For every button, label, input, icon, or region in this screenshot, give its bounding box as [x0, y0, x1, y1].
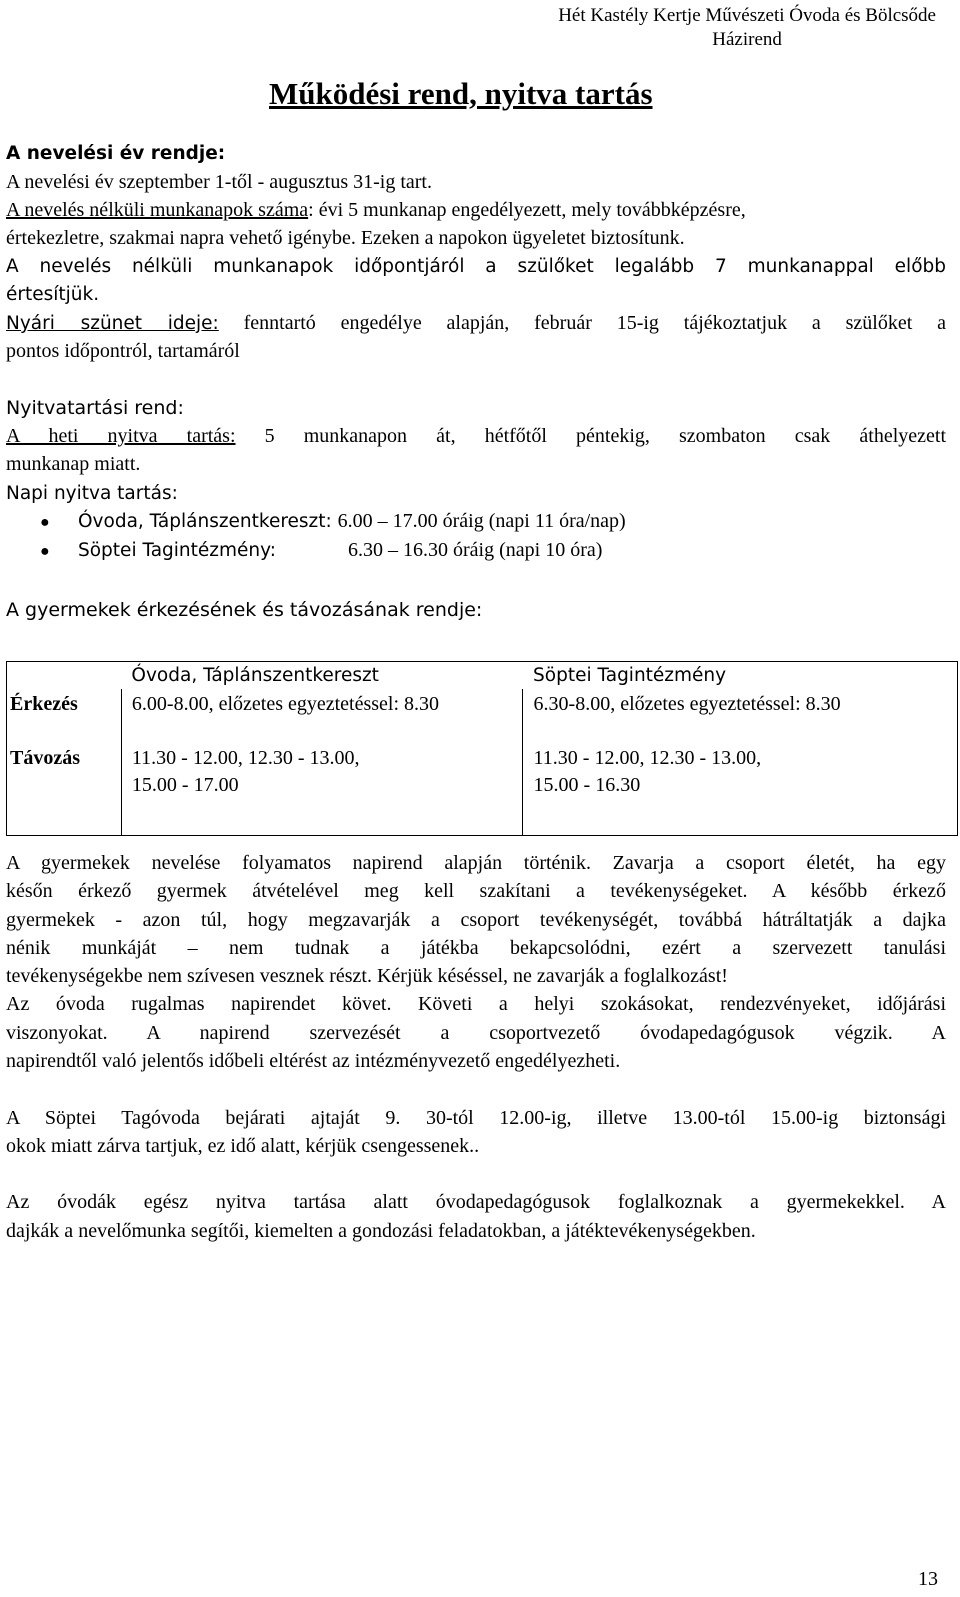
bullet-icon: ●: [40, 543, 50, 560]
table-row: [7, 745, 958, 836]
table-cell: 6.00-8.00, előzetes egyeztetéssel: 8.30: [121, 689, 522, 745]
text-line: A nevelés nélküli munkanapok időpontjáról a szülőket legalább 7 munkanappal előbb: [6, 256, 946, 277]
section-heading-nevelesi-ev: A nevelési év rendje:: [6, 143, 226, 164]
list-item: Óvoda, Táplánszentkereszt: 6.00 – 17.00 óráig (napi 11 óra/nap): [78, 510, 626, 532]
table-header-row: [7, 662, 958, 690]
text-line: dajkák a nevelőmunka segítői, kiemelten a gondozási feladatokban, a játéktevékenységekben.: [6, 1220, 756, 1242]
text-line: Az óvoda rugalmas napirendet követ. Követi a helyi szokásokat, rendezvényeket, időjárási: [6, 993, 946, 1015]
text-line: A nevelés nélküli munkanapok száma: évi 5 munkanap engedélyezett, mely továbbképzésre,: [6, 199, 746, 221]
text-line: okok miatt zárva tartjuk, ez idő alatt, kérjük csengessenek..: [6, 1135, 480, 1157]
running-header: [558, 4, 936, 52]
text-line: pontos időpontról, tartamáról: [6, 340, 240, 362]
arrival-departure-table: [6, 661, 958, 836]
header-institution: Hét Kastély Kertje Művészeti Óvoda és Bölcsőde: [558, 5, 936, 26]
text-line: Nyári szünet ideje: fenntartó engedélye alapján, február 15-ig tájékoztatjuk a szülőket a: [6, 312, 946, 334]
text-line: tevékenységekbe nem szívesen vesznek részt. Kérjük késéssel, ne zavarják a foglalkozást!: [6, 965, 728, 987]
list-item: Söptei Tagintézmény: 6.30 – 16.30 óráig (napi 10 óra): [78, 539, 603, 561]
text-line: Napi nyitva tartás:: [6, 483, 178, 504]
header-doc-title: Házirend: [712, 29, 782, 50]
text-line: Az óvodák egész nyitva tartása alatt óvodapedagógusok foglalkoznak a gyermekekkel. A: [6, 1191, 946, 1213]
table-cell: 6.30-8.00, előzetes egyeztetéssel: 8.30: [522, 689, 957, 745]
text-line: értekezletre, szakmai napra vehető igénybe. Ezeken a napokon ügyeletet biztosítunk.: [6, 227, 685, 249]
row-label-erkezes: Érkezés: [7, 689, 122, 745]
text-line: A heti nyitva tartás: 5 munkanapon át, hétfőtől péntekig, szombaton csak áthelyezett: [6, 425, 946, 447]
row-label-tavozas: Távozás: [7, 745, 122, 836]
text-line: A gyermekek nevelése folyamatos napirend alapján történik. Zavarja a csoport életét, ha egy: [6, 852, 946, 874]
text-line: A Söptei Tagóvoda bejárati ajtaját 9. 30-tól 12.00-ig, illetve 13.00-tól 15.00-ig biztonsági: [6, 1107, 946, 1129]
text-line: nénik munkáját – nem tudnak a játékba bekapcsolódni, ezért a szervezett tanulási: [6, 937, 946, 959]
column-header-soptei: Söptei Tagintézmény: [522, 662, 957, 690]
column-header-ovoda: Óvoda, Táplánszentkereszt: [121, 662, 522, 690]
text-line: későn érkező gyermek átvételével meg kell szakítani a tevékenységeket. A később érkező: [6, 880, 946, 902]
section-heading-nyitvatartas: Nyitvatartási rend:: [6, 397, 184, 419]
document-page: Hét Kastély Kertje Művészeti Óvoda és Bölcsőde Házirend Működési rend, nyitva tartás A nevelési év rendje: A nevelési év szeptember 1-től - augusztus 31-ig tart. A nevelés nélküli munkanapok száma: évi 5 munkanap engedélyezett, mely továbbképzésre, értekezletre, szakmai napra vehető igénybe. Ezeken a napokon ügyeletet biztosítunk. A nevelés nélküli munkanapok időpontjáról a szülőket legalább 7 munkanappal előbb értesítjük. Nyári szünet ideje: fenntartó engedélye alapján, február 15-ig tájékoztatjuk a szülőket a pontos időpontról, tartamáról Nyitvatartási rend: A heti nyitva tartás: 5 munkanapon át, hétfőtől péntekig, szombaton csak áthelyezett munkanap miatt. Napi nyitva tartás: ● Óvoda, Táplánszentkereszt: 6.00 – 17.00 óráig (napi 11 óra/nap) ● Söptei Tagintézmény: 6.30 – 16.30 óráig (napi 10 óra) A gyermekek érkezésének és távozásának rendje: Óvoda, Táplánszentkereszt Söptei Tagintézmény Érkezés 6.00-8.00, előzetes egyeztetéssel: 8.30 6.30-8.00, előzetes egyeztetéssel: 8.30 Távozás 11.30 - 12.00, 12.30 - 13.00, 15.00 - 17.00 11.30 - 12.00, 12.30 - 13.00, 15.00 - 16.30 A gyermekek nevelése folyamatos napirend alapján történik. Zavarja a csoport életét, ha egy későn érkező gyermek átvételével meg kell szakítani a tevékenységeket. A később érkező gyermekek - azon túl, hogy megzavarják a csoport tevékenységét, továbbá hátráltatják a dajka nénik munkáját – nem tudnak a játékba bekapcsolódni, ezért a szervezett tanulási tevékenységekbe nem szívesen vesznek részt. Kérjük késéssel, ne zavarják a foglalkozást! Az óvoda rugalmas napirendet követ. Követi a helyi szokásokat, rendezvényeket, időjárási viszonyokat. A napirend szervezését a csoportvezető óvodapedagógusok végzik. A napirendtől való jelentős időbeli eltérést az intézményvezető engedélyezheti. A Söptei Tagóvoda bejárati ajtaját 9. 30-tól 12.00-ig, illetve 13.00-tól 15.00-ig biztonsági okok miatt zárva tartjuk, ez idő alatt, kérjük csengessenek.. Az óvodák egész nyitva tartása alatt óvodapedagógusok foglalkoznak a gyermekekkel. A dajkák a nevelőmunka segítői, kiemelten a gondozási feladatokban, a játéktevékenységekben. 13: [0, 0, 960, 1597]
table-row: [7, 689, 958, 745]
text-line: értesítjük.: [6, 284, 100, 305]
bullet-icon: ●: [40, 514, 50, 531]
text-line: napirendtől való jelentős időbeli eltérést az intézményvezető engedélyezheti.: [6, 1050, 621, 1072]
text-line: A nevelési év szeptember 1-től - augusztus 31-ig tart.: [6, 171, 432, 193]
section-heading-erkezes-tavozas: A gyermekek érkezésének és távozásának rendje:: [6, 599, 483, 621]
page-number: 13: [918, 1568, 938, 1590]
table-cell: 11.30 - 12.00, 12.30 - 13.00, 15.00 - 16.30: [522, 745, 957, 836]
table-cell: 11.30 - 12.00, 12.30 - 13.00, 15.00 - 17.00: [121, 745, 522, 836]
text-line: viszonyokat. A napirend szervezését a csoportvezető óvodapedagógusok végzik. A: [6, 1022, 946, 1044]
text-line: munkanap miatt.: [6, 453, 141, 475]
text-line: gyermekek - azon túl, hogy megzavarják a csoport tevékenységét, továbbá hátráltatják a dajka: [6, 909, 946, 931]
